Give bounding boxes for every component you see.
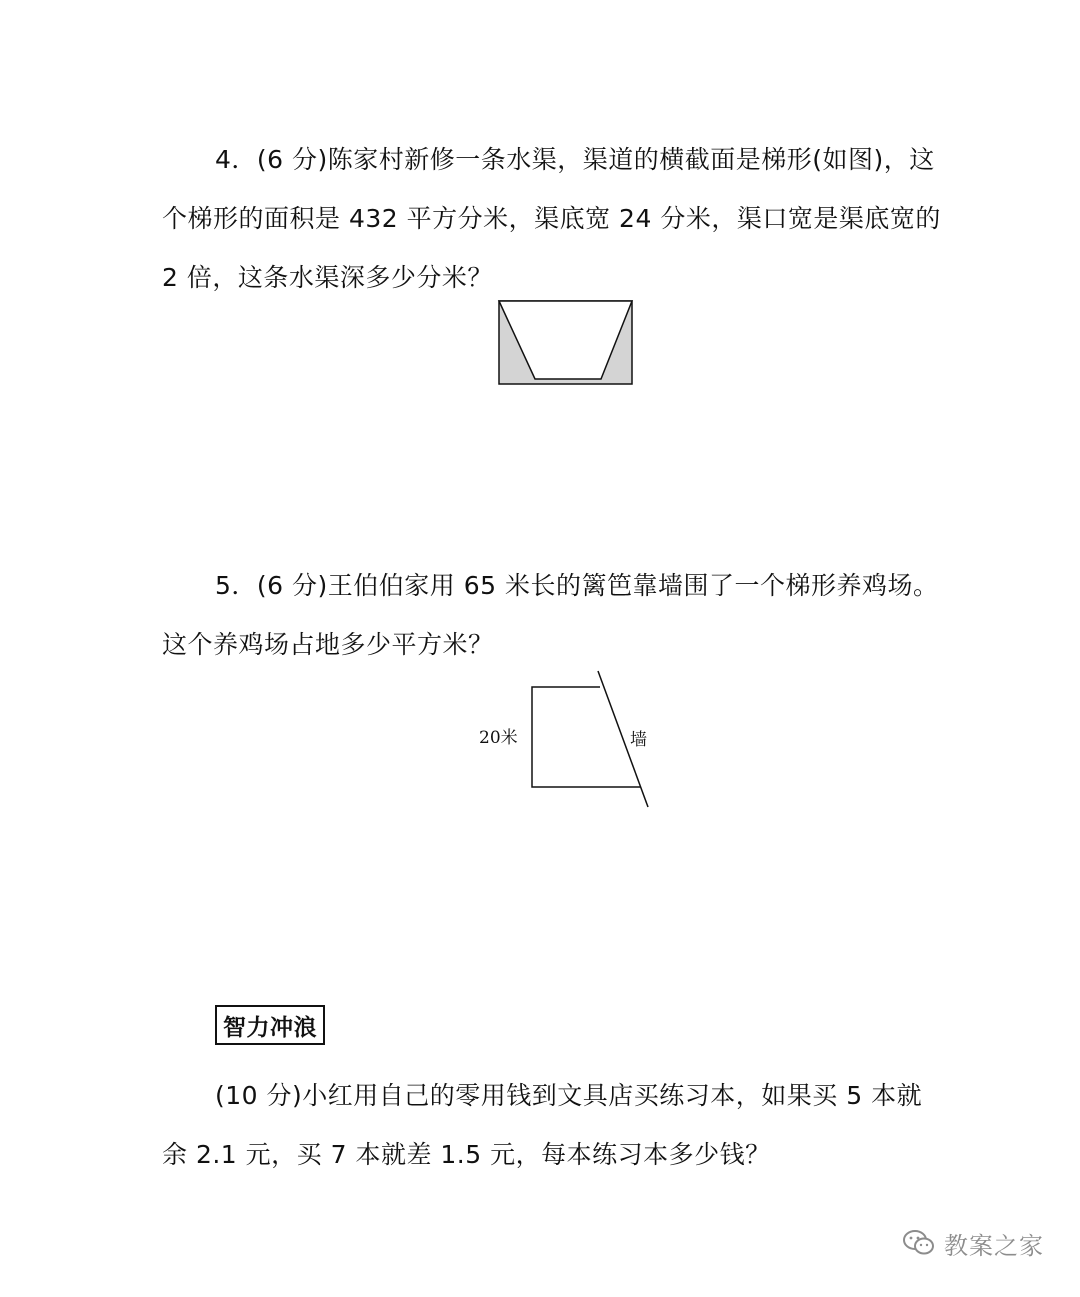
q6-line-1: (10 分)小红用自己的零用钱到文具店买练习本，如果买 5 本就 xyxy=(215,1081,923,1110)
wall-label: 墙 xyxy=(630,730,647,750)
watermark-text: 教案之家 xyxy=(944,1231,1044,1260)
q6-line-2: 余 2.1 元，买 7 本就差 1.5 元，每本练习本多少钱？ xyxy=(162,1140,771,1169)
section-title: 智力冲浪 xyxy=(223,1014,317,1041)
chicken-farm-figure xyxy=(470,665,670,815)
q4-line-3: 2 倍，这条水渠深多少分米？ xyxy=(162,263,493,292)
canal-cross-section-figure xyxy=(498,300,634,386)
q4-line-2: 个梯形的面积是 432 平方分米，渠底宽 24 分米，渠口宽是渠底宽的 xyxy=(162,204,941,233)
q5-line-1: 5．(6 分)王伯伯家用 65 米长的篱笆靠墙围了一个梯形养鸡场。 xyxy=(215,571,939,600)
q4-line-1: 4．(6 分)陈家村新修一条水渠，渠道的横截面是梯形(如图)，这 xyxy=(215,145,935,174)
q5-line-2: 这个养鸡场占地多少平方米？ xyxy=(162,630,494,659)
side-length-label: 20米 xyxy=(479,728,518,748)
watermark xyxy=(902,1228,1044,1258)
section-header xyxy=(215,1005,325,1045)
fence-outline xyxy=(532,687,641,787)
wechat-icon xyxy=(902,1229,936,1257)
